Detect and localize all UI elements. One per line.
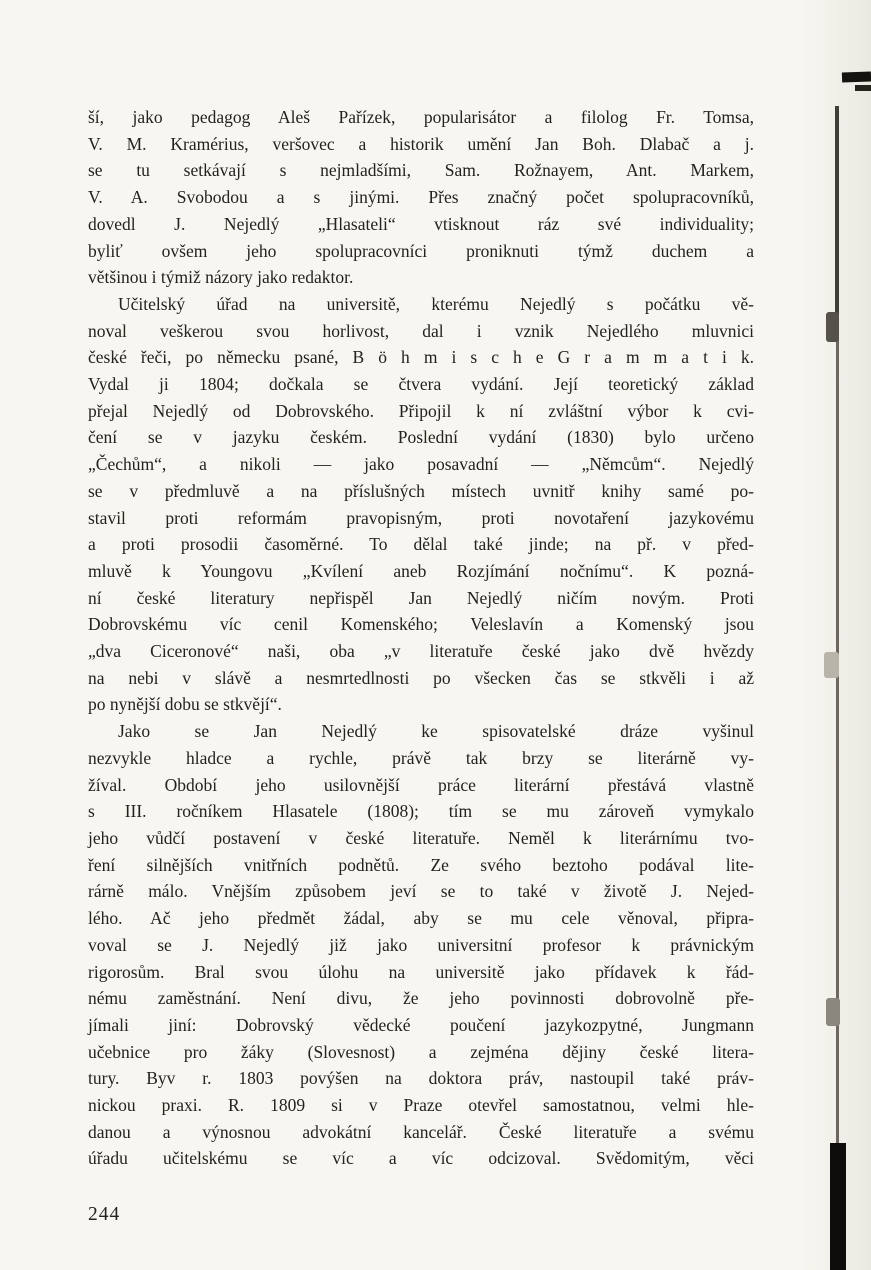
text-line: na nebi v slávě a nesmrtedlnosti po všecken čas se stkvěli i až [88, 667, 754, 688]
binding-mark-top [842, 71, 871, 82]
paragraph [88, 291, 754, 718]
text-line: ší, jako pedagog Aleš Pařízek, popularisátor a filolog Fr. Tomsa, [88, 107, 754, 127]
text-line: se v předmluvě a na příslušných místech uvnitř knihy samé po- [88, 480, 754, 501]
text-line: danou a výnosnou advokátní kancelář. České literatuře a svému [88, 1121, 754, 1142]
staple-mark-2 [824, 652, 839, 678]
page-number: 244 [88, 1204, 121, 1225]
binding-mark-top-small [855, 85, 871, 91]
text-line: Vydal ji 1804; dočkala se čtvera vydání. Její teoretický základ [88, 374, 754, 395]
spine-line-dark-segment [835, 106, 839, 321]
spine-line [836, 106, 839, 1270]
text-line: nickou praxi. R. 1809 si v Praze otevřel samostatnou, velmi hle- [88, 1095, 754, 1116]
text-line: rigorosům. Bral svou úlohu na universitě jako přídavek k řád- [88, 961, 754, 982]
text-line: voval se J. Nejedlý již jako universitní profesor k právnickým [88, 934, 754, 955]
text-line: čení se v jazyku českém. Poslední vydání (1830) bylo určeno [88, 427, 754, 448]
text-line: české řeči, po německu psané, B ö h m i s c h e G r a m m a t i k. [88, 347, 754, 368]
paragraph [88, 718, 754, 1172]
binding-bar-bottom [830, 1143, 846, 1270]
page-text [88, 104, 754, 1172]
text-line: úřadu učitelskému se víc a víc odcizoval. Svědomitým, věci [88, 1148, 754, 1169]
text-line: V. M. Kramérius, veršovec a historik umění Jan Boh. Dlabač a j. [88, 133, 754, 154]
text-line: „dva Ciceronové“ naši, oba „v literatuře české jako dvě hvězdy [88, 641, 754, 662]
text-line: mluvě k Youngovu „Kvílení aneb Rozjímání nočnímu“. K pozná- [88, 560, 754, 581]
text-line: noval veškerou svou horlivost, dal i vznik Nejedlého mluvnici [88, 320, 754, 341]
text-line: ření silnějších vnitřních podnětů. Ze svého beztoho podával lite- [88, 854, 754, 875]
text-line: nému zaměstnání. Není divu, že jeho povinnosti dobrovolně pře- [88, 988, 754, 1009]
text-line: se tu setkávají s nejmladšími, Sam. Rožnayem, Ant. Markem, [88, 160, 754, 181]
text-line: většinou i týmiž názory jako redaktor. [88, 267, 354, 288]
staple-mark-1 [826, 312, 839, 342]
text-line: jeho vůdčí postavení v české literatuře. Neměl k literárnímu tvo- [88, 827, 754, 848]
text-line: přejal Nejedlý od Dobrovského. Připojil k ní zvláštní výbor k cvi- [88, 400, 754, 421]
text-line: stavil proti reformám pravopisným, proti novotaření jazykovému [88, 507, 754, 528]
text-line: Jako se Jan Nejedlý ke spisovatelské dráze vyšinul [118, 721, 754, 742]
text-line: dovedl J. Nejedlý „Hlasateli“ vtisknout ráz své individuality; [88, 213, 754, 234]
text-line: učebnice pro žáky (Slovesnost) a zejména dějiny české litera- [88, 1041, 754, 1062]
text-line: po nynější dobu se stkvějí“. [88, 694, 282, 715]
text-line: Dobrovskému víc cenil Komenského; Veleslavín a Komenský jsou [88, 614, 754, 635]
scan-edge-shadow [801, 0, 871, 1270]
text-line: ní české literatury nepřispěl Jan Nejedlý ničím novým. Proti [88, 587, 754, 608]
text-line: nezvykle hladce a rychle, právě tak brzy se literárně vy- [88, 747, 754, 768]
text-line: V. A. Svobodou a s jinými. Přes značný počet spolupracovníků, [88, 187, 754, 208]
text-line: tury. Byv r. 1803 povýšen na doktora práv, nastoupil také práv- [88, 1068, 754, 1089]
text-line: a proti prosodii časoměrné. To dělal také jinde; na př. v před- [88, 534, 754, 555]
text-line: byliť ovšem jeho spolupracovníci proniknuti týmž duchem a [88, 240, 754, 261]
text-line: „Čechům“, a nikoli — jako posavadní — „Němcům“. Nejedlý [88, 454, 754, 475]
paragraph [88, 104, 754, 291]
text-line: s III. ročníkem Hlasatele (1808); tím se mu zároveň vymykalo [88, 801, 754, 822]
staple-mark-3 [826, 998, 840, 1026]
text-line: lého. Ač jeho předmět žádal, aby se mu cele věnoval, připra- [88, 908, 754, 929]
text-line: žíval. Období jeho usilovnější práce literární přestává vlastně [88, 774, 754, 795]
text-line: Učitelský úřad na universitě, kterému Nejedlý s počátku vě- [118, 293, 754, 314]
text-line: rárně málo. Vnějším způsobem jeví se to také v životě J. Nejed- [88, 881, 754, 902]
text-line: jímali jiní: Dobrovský vědecké poučení jazykozpytné, Jungmann [88, 1014, 754, 1035]
